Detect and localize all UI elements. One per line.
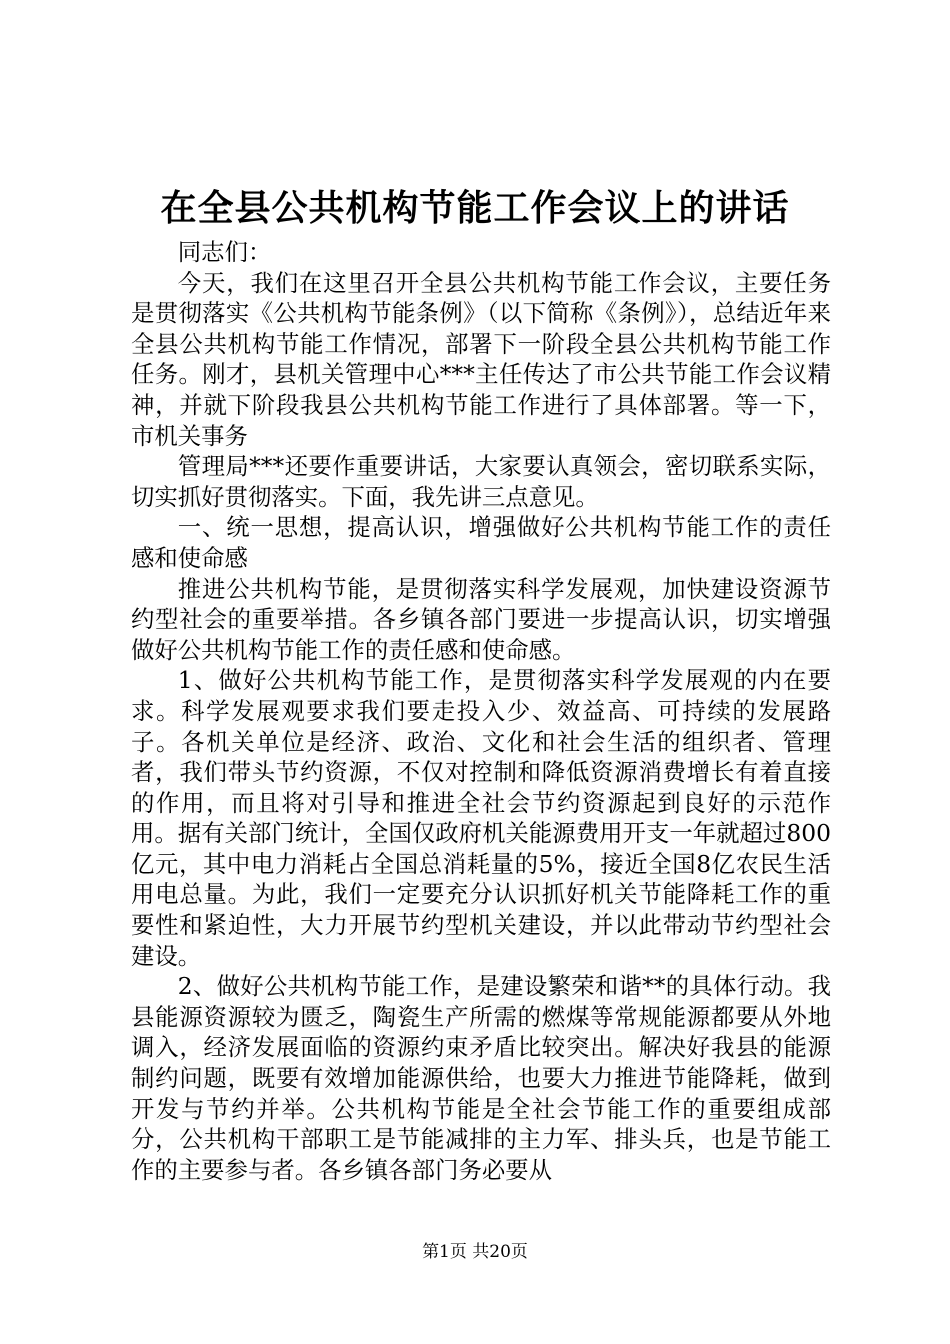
section-heading-1: 一、统一思想，提高认识，增强做好公共机构节能工作的责任感和使命感: [131, 513, 831, 572]
paragraph-intro: 今天，我们在这里召开全县公共机构节能工作会议，主要任务是贯彻落实《公共机构节能条例》（以下简称《条例》），总结近年来全县公共机构节能工作情况，部署下一阶段全县公共机构节能工作任务。刚才，县机关管理中心***主任传达了市公共节能工作会议精神，并就下阶段我县公共机构节能工作进行了具体部署。等一下，市机关事务: [131, 268, 831, 450]
paragraph-point-1: 1、做好公共机构节能工作，是贯彻落实科学发展观的内在要求。科学发展观要求我们要走投入少、效益高、可持续的发展路子。各机关单位是经济、政治、文化和社会生活的组织者、管理者，我们带头节约资源，不仅对控制和降低资源消费增长有着直接的作用，而且将对引导和推进全社会节约资源起到良好的示范作用。据有关部门统计，全国仅政府机关能源费用开支一年就超过800亿元，其中电力消耗占全国总消耗量的5%，接近全国8亿农民生活用电总量。为此，我们一定要充分认识抓好机关节能降耗工作的重要性和紧迫性，大力开展节约型机关建设，并以此带动节约型社会建设。: [131, 666, 831, 970]
paragraph-section-1: 推进公共机构节能，是贯彻落实科学发展观，加快建设资源节约型社会的重要举措。各乡镇各部门要进一步提高认识，切实增强做好公共机构节能工作的责任感和使命感。: [131, 574, 831, 664]
paragraph-intro-continued: 管理局***还要作重要讲话，大家要认真领会，密切联系实际，切实抓好贯彻落实。下面，我先讲三点意见。: [131, 452, 831, 511]
document-body: [131, 237, 831, 1185]
paragraph-point-2: 2、做好公共机构节能工作，是建设繁荣和谐**的具体行动。我县能源资源较为匮乏，陶瓷生产所需的燃煤等常规能源都要从外地调入，经济发展面临的资源约束矛盾比较突出。解决好我县的能源制约问题，既要有效增加能源供给，也要大力推进节能降耗，做到开发与节约并举。公共机构节能是全社会节能工作的重要组成部分，公共机构干部职工是节能减排的主力军、排头兵，也是节能工作的主要参与者。各乡镇各部门务必要从: [131, 972, 831, 1184]
page-footer: 第1页 共20页: [422, 1242, 528, 1262]
document-title: 在全县公共机构节能工作会议上的讲话: [160, 187, 790, 229]
salutation: 同志们：: [177, 238, 272, 266]
